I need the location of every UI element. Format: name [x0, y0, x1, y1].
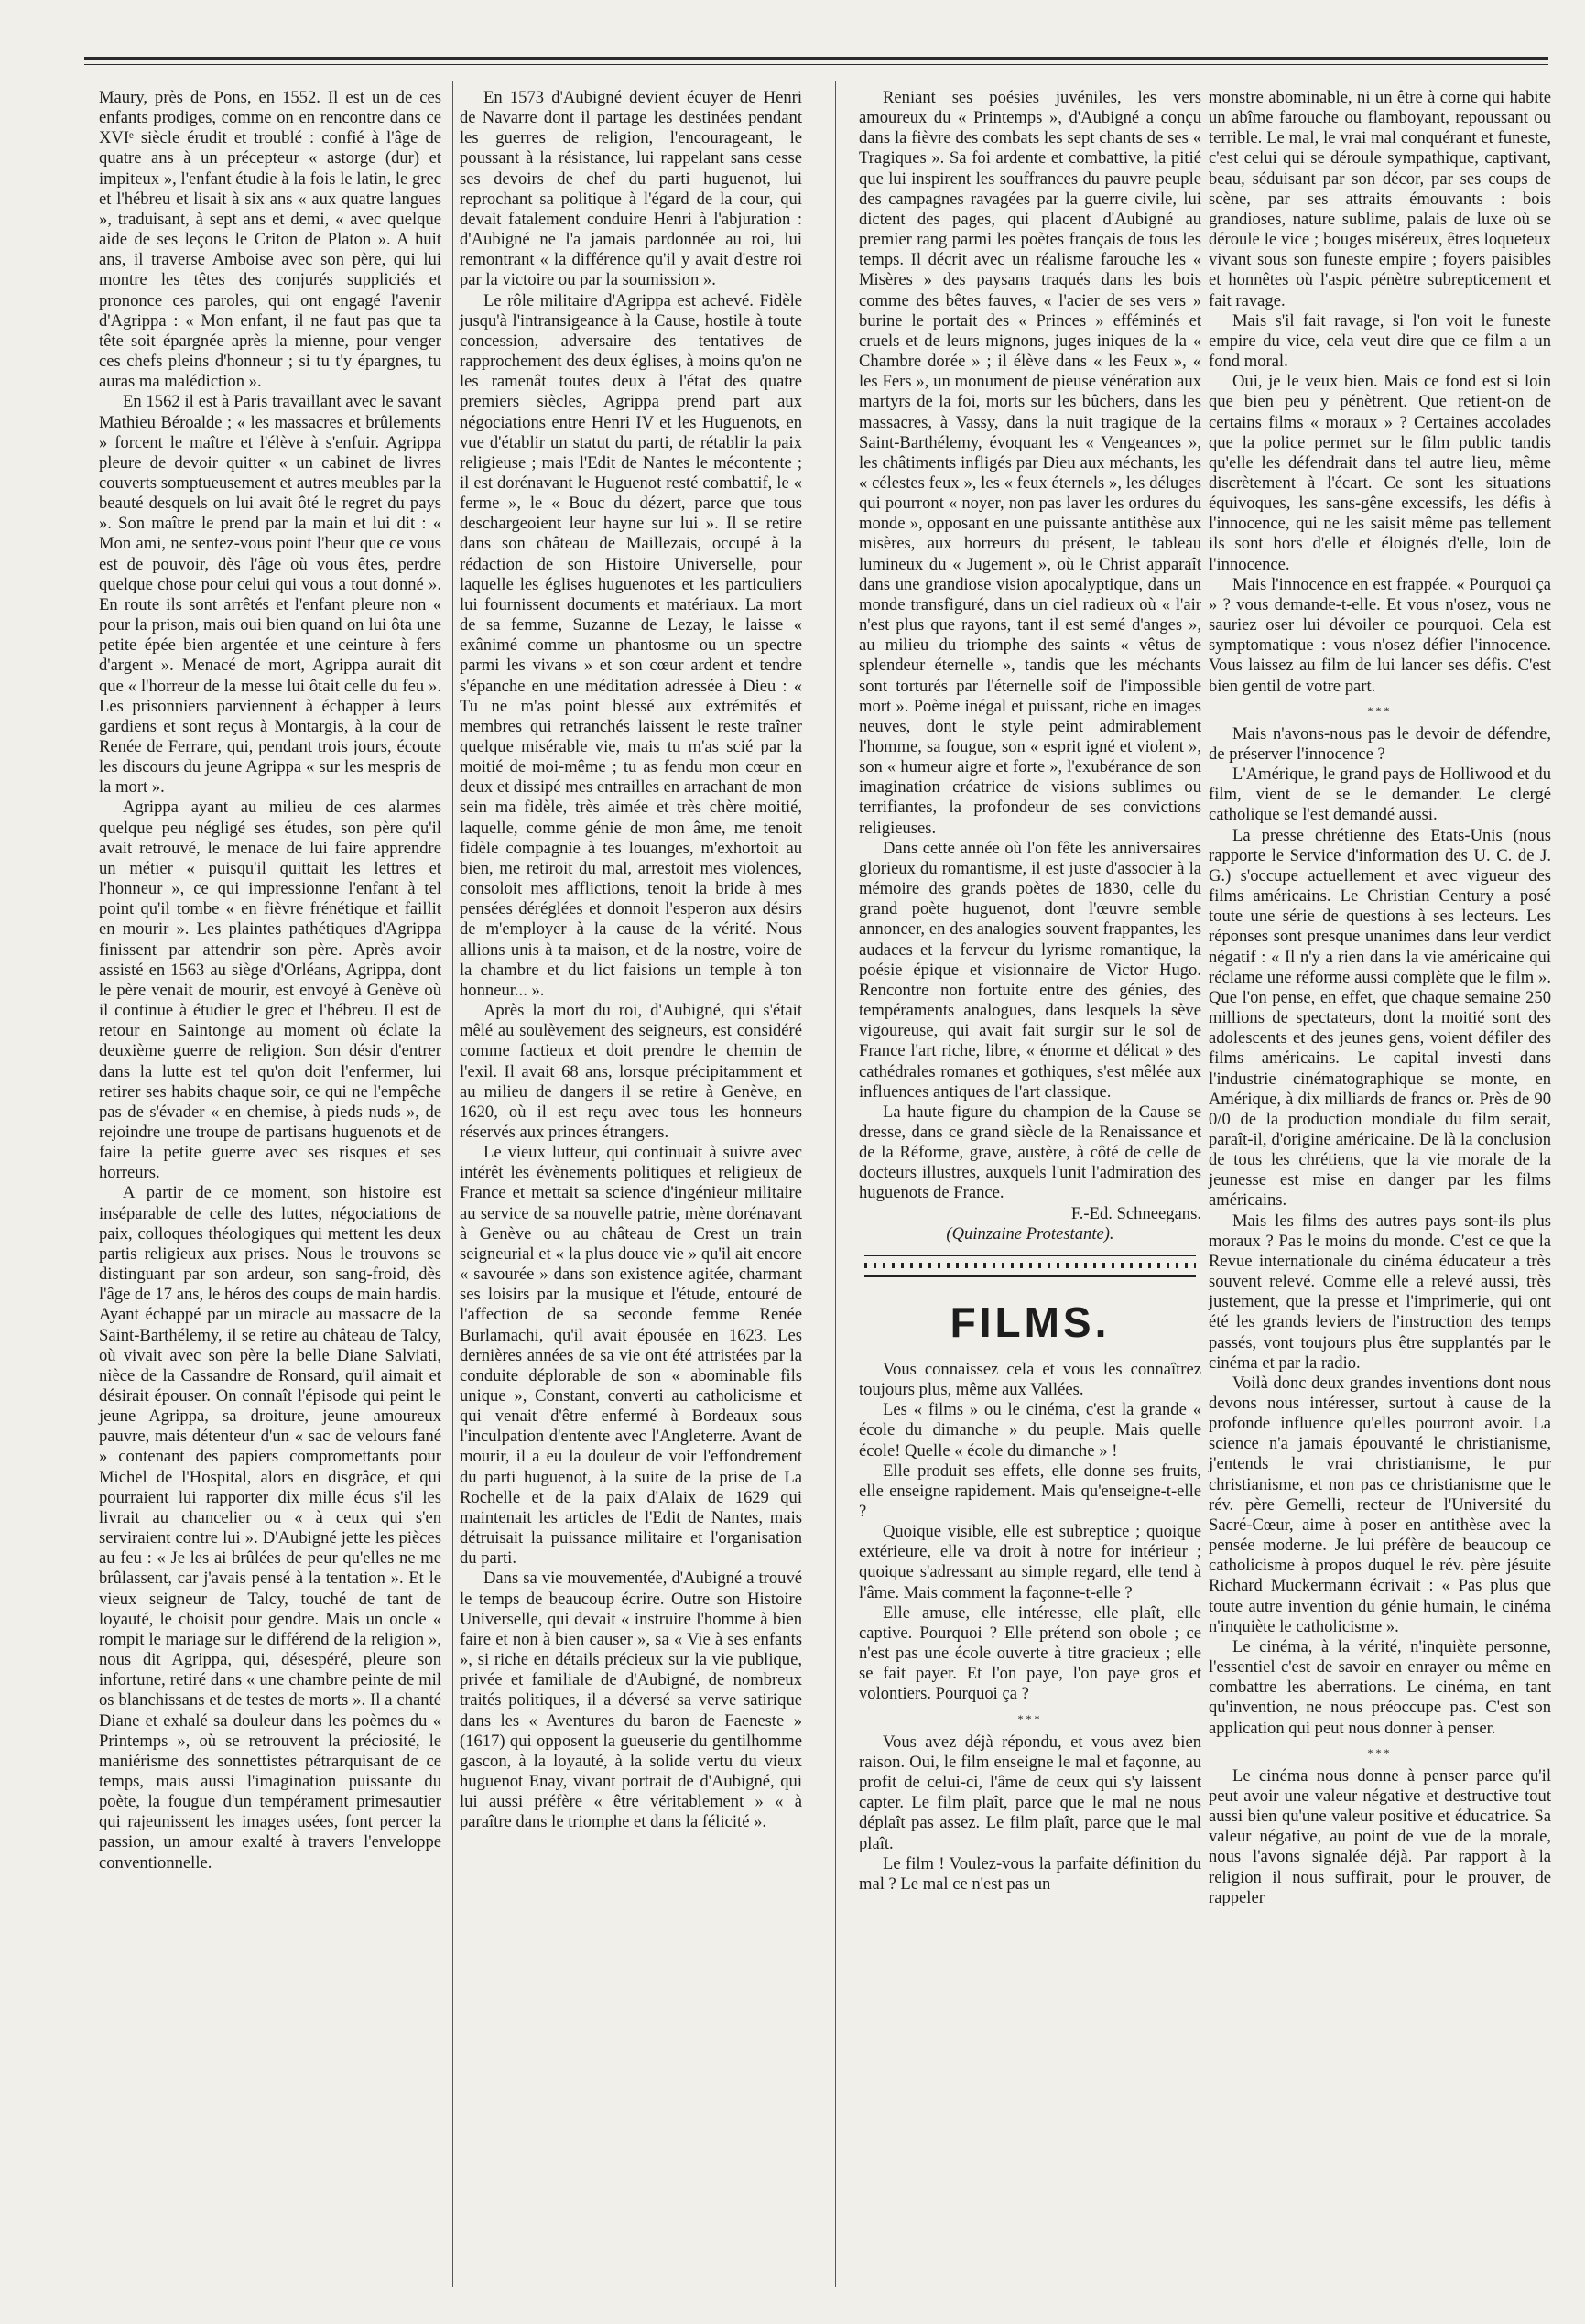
paragraph: Les « films » ou le cinéma, c'est la grande « école du dimanche » du peuple. Mais quelle école! Quelle « école du dimanche » ! [859, 1400, 1201, 1461]
paragraph: Le cinéma, à la vérité, n'inquiète personne, l'essentiel c'est de savoir en enrayer ou même en combattre les aberrations. Le cinéma, en tant qu'invention, ne nous préoccupe pas. C'est son application qui peut nous donner à penser. [1209, 1636, 1551, 1738]
paragraph: Agrippa ayant au milieu de ces alarmes quelque peu négligé ses études, son père qu'il avait retrouvé, le menace de lui faire apprendre un métier « puisqu'il quittait les lettres et l'honneur », ce qui impressionne l'enfant à tel point qu'il tombe « en fièvre frénétique et faillit en mourir ». Les plaintes pathétiques d'Agrippa finissent par attendrir son père. Après avoir assisté en 1563 au siège d'Orléans, Agrippa, dont le père venait de mourir, est envoyé à Genève où il continue à étudier le grec et l'hébreu. Il est de retour en Saintonge au moment où éclate la deuxième guerre de religion. Son désir d'entrer dans la lutte est tel qu'on doit l'enfermer, lui retirer ses habits chaque soir, ce qui ne l'empêche pas de s'évader « en chemise, à pieds nuds », de rejoindre une troupe de partisans huguenots et de faire la petite guerre avec ses risques et ses horreurs. [99, 798, 441, 1183]
section-separator: *** [1017, 1711, 1043, 1725]
paragraph: Le vieux lutteur, qui continuait à suivre avec intérêt les évènements politiques et religieux de France et mettait sa science d'ingénieur militaire au service de sa nouvelle patrie, mène dorénavant à Genève ou au château de Crest un train seigneurial et « la plus douce vie » qu'il ait encore « savourée » dans son existence agitée, charmant ses loisirs par la musique et l'étude, entouré de l'affection de sa seconde femme Renée Burlamachi, qu'il avait épousée en 1623. Les dernières années de sa vie ont été attristées par la conduite déplorable de son « abominable fils unique », Constant, converti au catholicisme et qui venait d'être enfermé à Bordeaux sous l'inculpation d'entente avec l'Angleterre. Avant de mourir, il a eu la douleur de voir l'effondrement du parti huguenot, à la suite de la prise de La Rochelle et de la paix d'Alaix de 1629 qui maintenait les articles de l'Edit de Nantes, mais détruisait la puissance militaire et l'organisation du parti. [460, 1143, 802, 1569]
paragraph: Dans sa vie mouvementée, d'Aubigné a trouvé le temps de beaucoup écrire. Outre son Histoire Universelle, qui devait « instruire l'homme à bien faire et non à bien causer », sa « Vie à ses enfants », si riche en détails précieux sur la vie publique, privée et familiale de d'Aubigné, de nombreux traités politiques, il a déversé sa verve satirique dans les « Aventures du baron de Faeneste » (1617) qui opposent la gueuserie du gentilhomme gascon, à la loyauté, à la solide vertu du vieux huguenot Enay, vivant portrait de d'Aubigné, qui lui aussi préfère « être véritablement » « à paraître dans le triomphe et dans la félicité ». [460, 1569, 802, 1832]
top-rule-thin [84, 64, 1548, 65]
section-separator: *** [1367, 1745, 1393, 1759]
section-separator: *** [1367, 703, 1393, 717]
column-2 [460, 88, 802, 1832]
paragraph: Après la mort du roi, d'Aubigné, qui s'était mêlé au soulèvement des seigneurs, est considéré comme factieux et doit prendre le chemin de l'exil. Il avait 68 ans, lorsque précipitamment et au milieu de dangers il se retire à Genève, en 1620, où il est reçu avec tous les honneurs réservés aux princes étrangers. [460, 1001, 802, 1142]
decorative-divider [864, 1254, 1196, 1277]
paragraph: La haute figure du champion de la Cause se dresse, dans ce grand siècle de la Renaissance et de la Réforme, grave, austère, à côté de celle de docteurs illustres, auxquels l'unit l'admiration des huguenots de France. [859, 1102, 1201, 1203]
paragraph: Le cinéma nous donne à penser parce qu'il peut avoir une valeur négative et destructive tout aussi bien qu'une valeur positive et éducatrice. Sa valeur négative, au point de vue de la morale, nous l'avons signalée déjà. Par rapport à la religion il nous suffirait, pour le prouver, de rappeler [1209, 1765, 1551, 1907]
paragraph: Oui, je le veux bien. Mais ce fond est si loin que bien peu y pénètrent. Que retient-on de certains films « moraux » ? Certaines accolades que la police permet sur le film public tandis qu'elle les défendrait dans tel autre lieu, même discrètement à l'écart. Ce sont les situations équivoques, les sans-gêne excessifs, les défis à l'innocence, qui ne les saisit même pas tellement ils sont hors d'elle et éloignés d'elle, loin de l'innocence. [1209, 372, 1551, 574]
paragraph: A partir de ce moment, son histoire est inséparable de celle des luttes, négociations de paix, colloques théologiques qui mettent les deux partis religieux aux prises. Nous le trouvons se distinguant par son ardeur, son sang-froid, dès l'âge de 17 ans, le héros des coups de main hardis. Ayant échappé par un miracle au massacre de la Saint-Barthélemy, il se retire au château de Talcy, où vivait avec son père la belle Diane Salviati, nièce de la Cassandre de Ronsard, qu'il aimait et désirait épouser. On connaît l'épisode qui peint le jeune Agrippa, sa droiture, jeune amoureux pauvre, mais détenteur d'un « sac de velours fané » contenant des papiers compromettants pour Michel de l'Hospital, alors en disgrâce, et qui pourraient lui rapporter dix mille écus s'il les livrait au chancelier ou « à ceux qui s'en serviraient contre lui ». D'Aubigné jette les pièces au feu : « Je les ai brûlées de peur qu'elles ne me brûlassent, car j'avais pensé à la tentation ». Et le vieux seigneur de Talcy, touché de tant de loyauté, le choisit pour gendre. Mais un oncle « rompit le mariage sur le différend de la religion », nous dit Agrippa, qui, désespéré, pleure son infortune, retiré dans « une chambre peinte de mil os blanchissans et de testes de morts ». Il a chanté Diane et exhalé sa douleur dans les poèmes du « Printemps », où se retrouvent la préciosité, le maniérisme des sonnettistes pétrarquisant de ce temps, mais aussi l'imagination puissante du poète, la fougue d'un tempérament primesautier qui rajeunissent les images usées, font percer la passion, un amour exalté à travers l'enveloppe conventionnelle. [99, 1183, 441, 1873]
paragraph: Dans cette année où l'on fête les anniversaires glorieux du romantisme, il est juste d'associer à la mémoire des grands poètes de 1830, celle du grand poète huguenot, dont l'œuvre semble annoncer, en des analogies souvent frappantes, les audaces et la ferveur du lyrisme romantique, la poésie épique et visionnaire de Victor Hugo. Rencontre non fortuite entre des génies, des tempéraments analogues, dans lesquels la sève vigoureuse, qui avait fait surgir sur le sol de France l'art riche, libre, « énorme et délicat » des cathédrales romanes et gothiques, s'est mêlée aux influences antiques de l'art classique. [859, 838, 1201, 1102]
paragraph: Maury, près de Pons, en 1552. Il est un de ces enfants prodiges, comme on en rencontre dans ce XVIᵉ siècle érudit et troublé : confié à l'âge de quatre ans à un précepteur « astorge (dur) et impiteux », l'enfant étudie à la fois le latin, le grec et l'hébreu et lisait à six ans « aux quatre langues », traduisant, à sept ans et demi, « avec quelque aide de ses leçons le Criton de Platon ». A huit ans, il traverse Amboise avec son père, qui lui montre les têtes des conjurés suppliciés et prononce ces paroles, qui ont engagé l'avenir d'Agrippa : « Mon enfant, il ne faut pas que ta tête soit épargnée après la mienne, pour venger ces chefs pleins d'honneur ; si tu t'y épargnes, tu auras ma malédiction ». [99, 88, 441, 392]
paragraph: monstre abominable, ni un être à corne qui habite un abîme farouche ou flamboyant, repoussant ou terrible. Le mal, le vrai mal conquérant et funeste, c'est celui qui se déroule sympathique, captivant, beau, séduisant par son décor, par ses coups de scène, par ses attraits émouvants : bois grandioses, nature sublime, palais de luxe où se déroule le vice ; bouges miséreux, êtres loqueteux vivant sous son funeste empire ; foyers paisibles et honnêtes où l'aspic pénètre subrepticement et fait ravage. [1209, 88, 1551, 310]
paragraph: En 1573 d'Aubigné devient écuyer de Henri de Navarre dont il partage les destinées pendant les guerres de religion, l'encourageant, le poussant à la résistance, lui rappelant sans cesse ses devoirs de chef du parti huguenot, lui reprochant sa politique à l'égard de la cour, qui devait fatalement conduire Henri à l'abjuration : d'Aubigné ne l'a jamais pardonnée au roi, lui remontrant « la différence qu'il y avait d'estre roi par la victoire ou par la soumission ». [460, 88, 802, 290]
paragraph: Mais s'il fait ravage, si l'on voit le funeste empire du vice, cela veut dire que ce film a un fond moral. [1209, 310, 1551, 372]
paragraph: Le rôle militaire d'Agrippa est achevé. Fidèle jusqu'à l'intransigeance à la Cause, hostile à toute concession, adversaire des tentatives de rapprochement des deux églises, à moins qu'on ne les ramenât toutes deux à l'état des quatre premiers siècles, Agrippa prend part aux négociations entre Henri IV et les Huguenots, en vue d'établir un statut du parti, de rétablir la paix religieuse ; mais l'Edit de Nantes le mécontente ; il est dorénavant le Huguenot resté combattif, le « ferme », le « Bouc du dézert, parce que tous deschargeoient leur hayne sur lui ». Il se retire dans son château de Maillezais, occupé à la rédaction de son Histoire Universelle, pour laquelle les églises huguenotes et les particuliers lui fournissent documents et matériaux. La mort de sa femme, Suzanne de Lezay, le laisse « exânimé comme un phantosme ou un spectre parmi les vivans » et son cœur ardent et tendre s'épanche en une méditation adressée à Dieu : « Tu ne m'as point blessé aux extrémités et membres qui retranchés laissent le reste traîner quelque misérable vie, mais tu m'as scié par la moitié de moi-même ; tu as fendu mon cœur en deux et dissipé mes entrailles en arrachant de mon sein ma fidèle, très aimée et très chère moitié, laquelle, comme génie de mon âme, me tenoit fidèle compagnie à tes louanges, m'exhortoit au bien, me retiroit du mal, arrestoit mes violences, consoloit mes afflictions, tenoit la bride à mes pensées déréglées et donnoit l'esperon aux désirs de m'employer à la cause de la vérité. Nous allions unis à ta maison, et de la nostre, voire de la chambre et du lict faisions un temple à ton honneur... ». [460, 290, 802, 1000]
paragraph: Mais n'avons-nous pas le devoir de défendre, de préserver l'innocence ? [1209, 723, 1551, 764]
paragraph: Mais l'innocence en est frappée. « Pourquoi ça » ? vous demande-t-elle. Et vous n'osez, vous ne sauriez oser lui dévoiler ce pourquoi. Cela est symptomatique : vous n'osez défier l'innocence. Vous laissez au film de lui lancer ses défis. C'est bien gentil de votre part. [1209, 574, 1551, 696]
article-signature: F.-Ed. Schneegans. [1070, 1203, 1201, 1223]
paragraph: La presse chrétienne des Etats-Unis (nous rapporte le Service d'information des U. C. de J. G.) s'occupe actuellement et avec vigueur des films américains. Le Christian Century a posé toute une série de questions à ses lecteurs. Les réponses sont presque unanimes dans leur verdict négatif : « Il n'y a rien dans la vie américaine qui réclame une réforme aussi complète que le film ». Que l'on pense, en effet, que chaque semaine 250 millions de spectateurs, dont la moitié sont des adolescents et des jeunes gens, voient défiler des films américains. Le capital investi dans l'industrie cinématographique se monte, en Amérique, à dix milliards de francs or. Près de 90 0/0 de la production mondiale du film serait, paraît-il, d'origine américaine. De là la conclusion de tous les chrétiens, que la vie morale de la jeunesse est mise en danger par les films américains. [1209, 825, 1551, 1211]
paragraph: Vous connaissez cela et vous les connaîtrez toujours plus, même aux Vallées. [859, 1359, 1201, 1400]
section-title: FILMS. [950, 1298, 1111, 1346]
paragraph: Elle amuse, elle intéresse, elle plaît, elle captive. Pourquoi ? Elle prétend son obole ; ce n'est pas une école ouverte à titre gracieux ; elle se fait payer. Et l'on paye, l'on paye gros et volontiers. Pourquoi ça ? [859, 1602, 1201, 1704]
paragraph: Vous avez déjà répondu, et vous avez bien raison. Oui, le film enseigne le mal et façonne, au profit de celui-ci, l'âme de ceux qui s'y laissent capter. Le film plaît, parce que le mal ne nous déplaît pas assez. Le film plaît, parce que le mal plaît. [859, 1732, 1201, 1853]
paragraph: Reniant ses poésies juvéniles, les vers amoureux du « Printemps », d'Aubigné a conçu dans la fièvre des combats les sept chants de ses « Tragiques ». Sa foi ardente et combattive, la pitié que lui inspirent les souffrances du pauvre peuple des campagnes ravagées par la guerre civile, lui dictent des pages, qui placent d'Aubigné au premier rang parmi les poètes français de tous les temps. Il décrit avec un réalisme farouche les « Misères » des paysans traqués dans les bois comme des bêtes fauves, « l'acier de ses vers » burine le portait des « Princes » efféminés et cruels et de leurs mignons, juges iniques de la « Chambre dorée » ; il élève dans « les Feux », « les Fers », un monument de pieuse vénération aux martyrs de la foi, morts sur les bûchers, dans les massacres, à Vassy, dans la nuit tragique de la Saint-Barthélemy, évoquant les « Vengeances », les châtiments infligés par Dieu aux méchants, les « célestes feux », les « feux éternels », les déluges qui pourront « noyer, non pas laver les ordures du monde », opposant en une puissante antithèse aux misères, aux horreurs du présent, le tableau lumineux du « Jugement », où le Christ apparaît dans une grandiose vision apocalyptique, dans un monde transfiguré, dans un ciel radieux où « l'air n'est plus que rayons, tant il est semé d'anges », au milieu du triomphe des saints « vêtus de splendeur éternelle », tandis que les méchants sont torturés par l'éternelle soif de l'impossible mort ». Poème inégal et puissant, riche en images neuves, dont le style peint admirablement l'homme, sa fougue, son « esprit igné et violent », son « humeur aigre et forte », l'exubérance de son imagination créatrice de visions sublimes ou terrifiantes, la profondeur de ses convictions religieuses. [859, 88, 1201, 838]
column-3 [859, 88, 1201, 1895]
column-divider [835, 81, 836, 2287]
paragraph: L'Amérique, le grand pays de Holliwood et du film, vient de se le demander. Le clergé catholique se l'est demandé aussi. [1209, 765, 1551, 825]
paragraph: Voilà donc deux grandes inventions dont nous devons nous intéresser, surtout à cause de la profonde influence qu'elles pourront avoir. La science n'a jamais épouvanté le christianisme, j'entends le vrai christianisme, le pur christianisme, et non pas ce christianisme que le rév. père Gemelli, recteur de l'Université du Sacré-Cœur, aime à poser en antithèse avec la pensée moderne. Je lui préfère de beaucoup ce catholicisme à propos duquel le rév. père jésuite Richard Muckermann écrivait : « Pas plus que toute autre invention du génie humain, le cinéma n'inquiète le catholicisme ». [1209, 1373, 1551, 1636]
top-rule [84, 57, 1548, 60]
column-1 [99, 88, 441, 1873]
paragraph: Quoique visible, elle est subreptice ; quoique extérieure, elle va droit à notre for intérieur ; quoique s'adressant au simple regard, elle tend à l'âme. Mais comment la façonne-t-elle ? [859, 1522, 1201, 1602]
paragraph: Le film ! Voulez-vous la parfaite définition du mal ? Le mal ce n'est pas un [859, 1853, 1201, 1894]
column-divider [452, 81, 453, 2287]
paragraph: En 1562 il est à Paris travaillant avec le savant Mathieu Béroalde ; « les massacres et brûlements » forcent le maître et l'élève à s'enfuir. Agrippa pleure de devoir quitter « un cabinet de livres couverts somptueusement et autres meubles par la beauté desquels on lui avait ôté le regret du pays ». Son maître le prend par la main et lui dit : « Mon ami, ne sentez-vous point l'heur que ce vous est de pouvoir, dès l'âge où vous êtes, perdre quelque chose pour celui qui vous a tout donné ». En route ils sont arrêtés et l'enfant pleure non « pour la prison, mais oui bien quand on lui ôta une petite épée bien argentée et une ceinture à fers d'argent ». Menacé de mort, Agrippa aurait dit que « l'horreur de la messe lui ôtait celle du feu ». Les prisonniers parviennent à échapper à leurs gardiens et sont reçus à Montargis, à la cour de Renée de Ferrare, qui, pendant trois jours, écoute les discours du jeune Agrippa « sur les mespris de la mort ». [99, 392, 441, 798]
column-4 [1209, 88, 1551, 1908]
paragraph: Mais les films des autres pays sont-ils plus moraux ? Pas le moins du monde. C'est ce que la Revue internationale du cinéma éducateur a très souvent relevé. Comme elle a relevé aussi, très justement, que la presse et l'imprimerie, qui ont été les grands leviers de l'instruction des temps passés, vont toujours plus être supplantés par le cinéma et par la radio. [1209, 1211, 1551, 1373]
article-source: (Quinzaine Protestante). [946, 1223, 1114, 1243]
paragraph: Elle produit ses effets, elle donne ses fruits, elle enseigne rapidement. Mais qu'enseigne-t-elle ? [859, 1461, 1201, 1521]
